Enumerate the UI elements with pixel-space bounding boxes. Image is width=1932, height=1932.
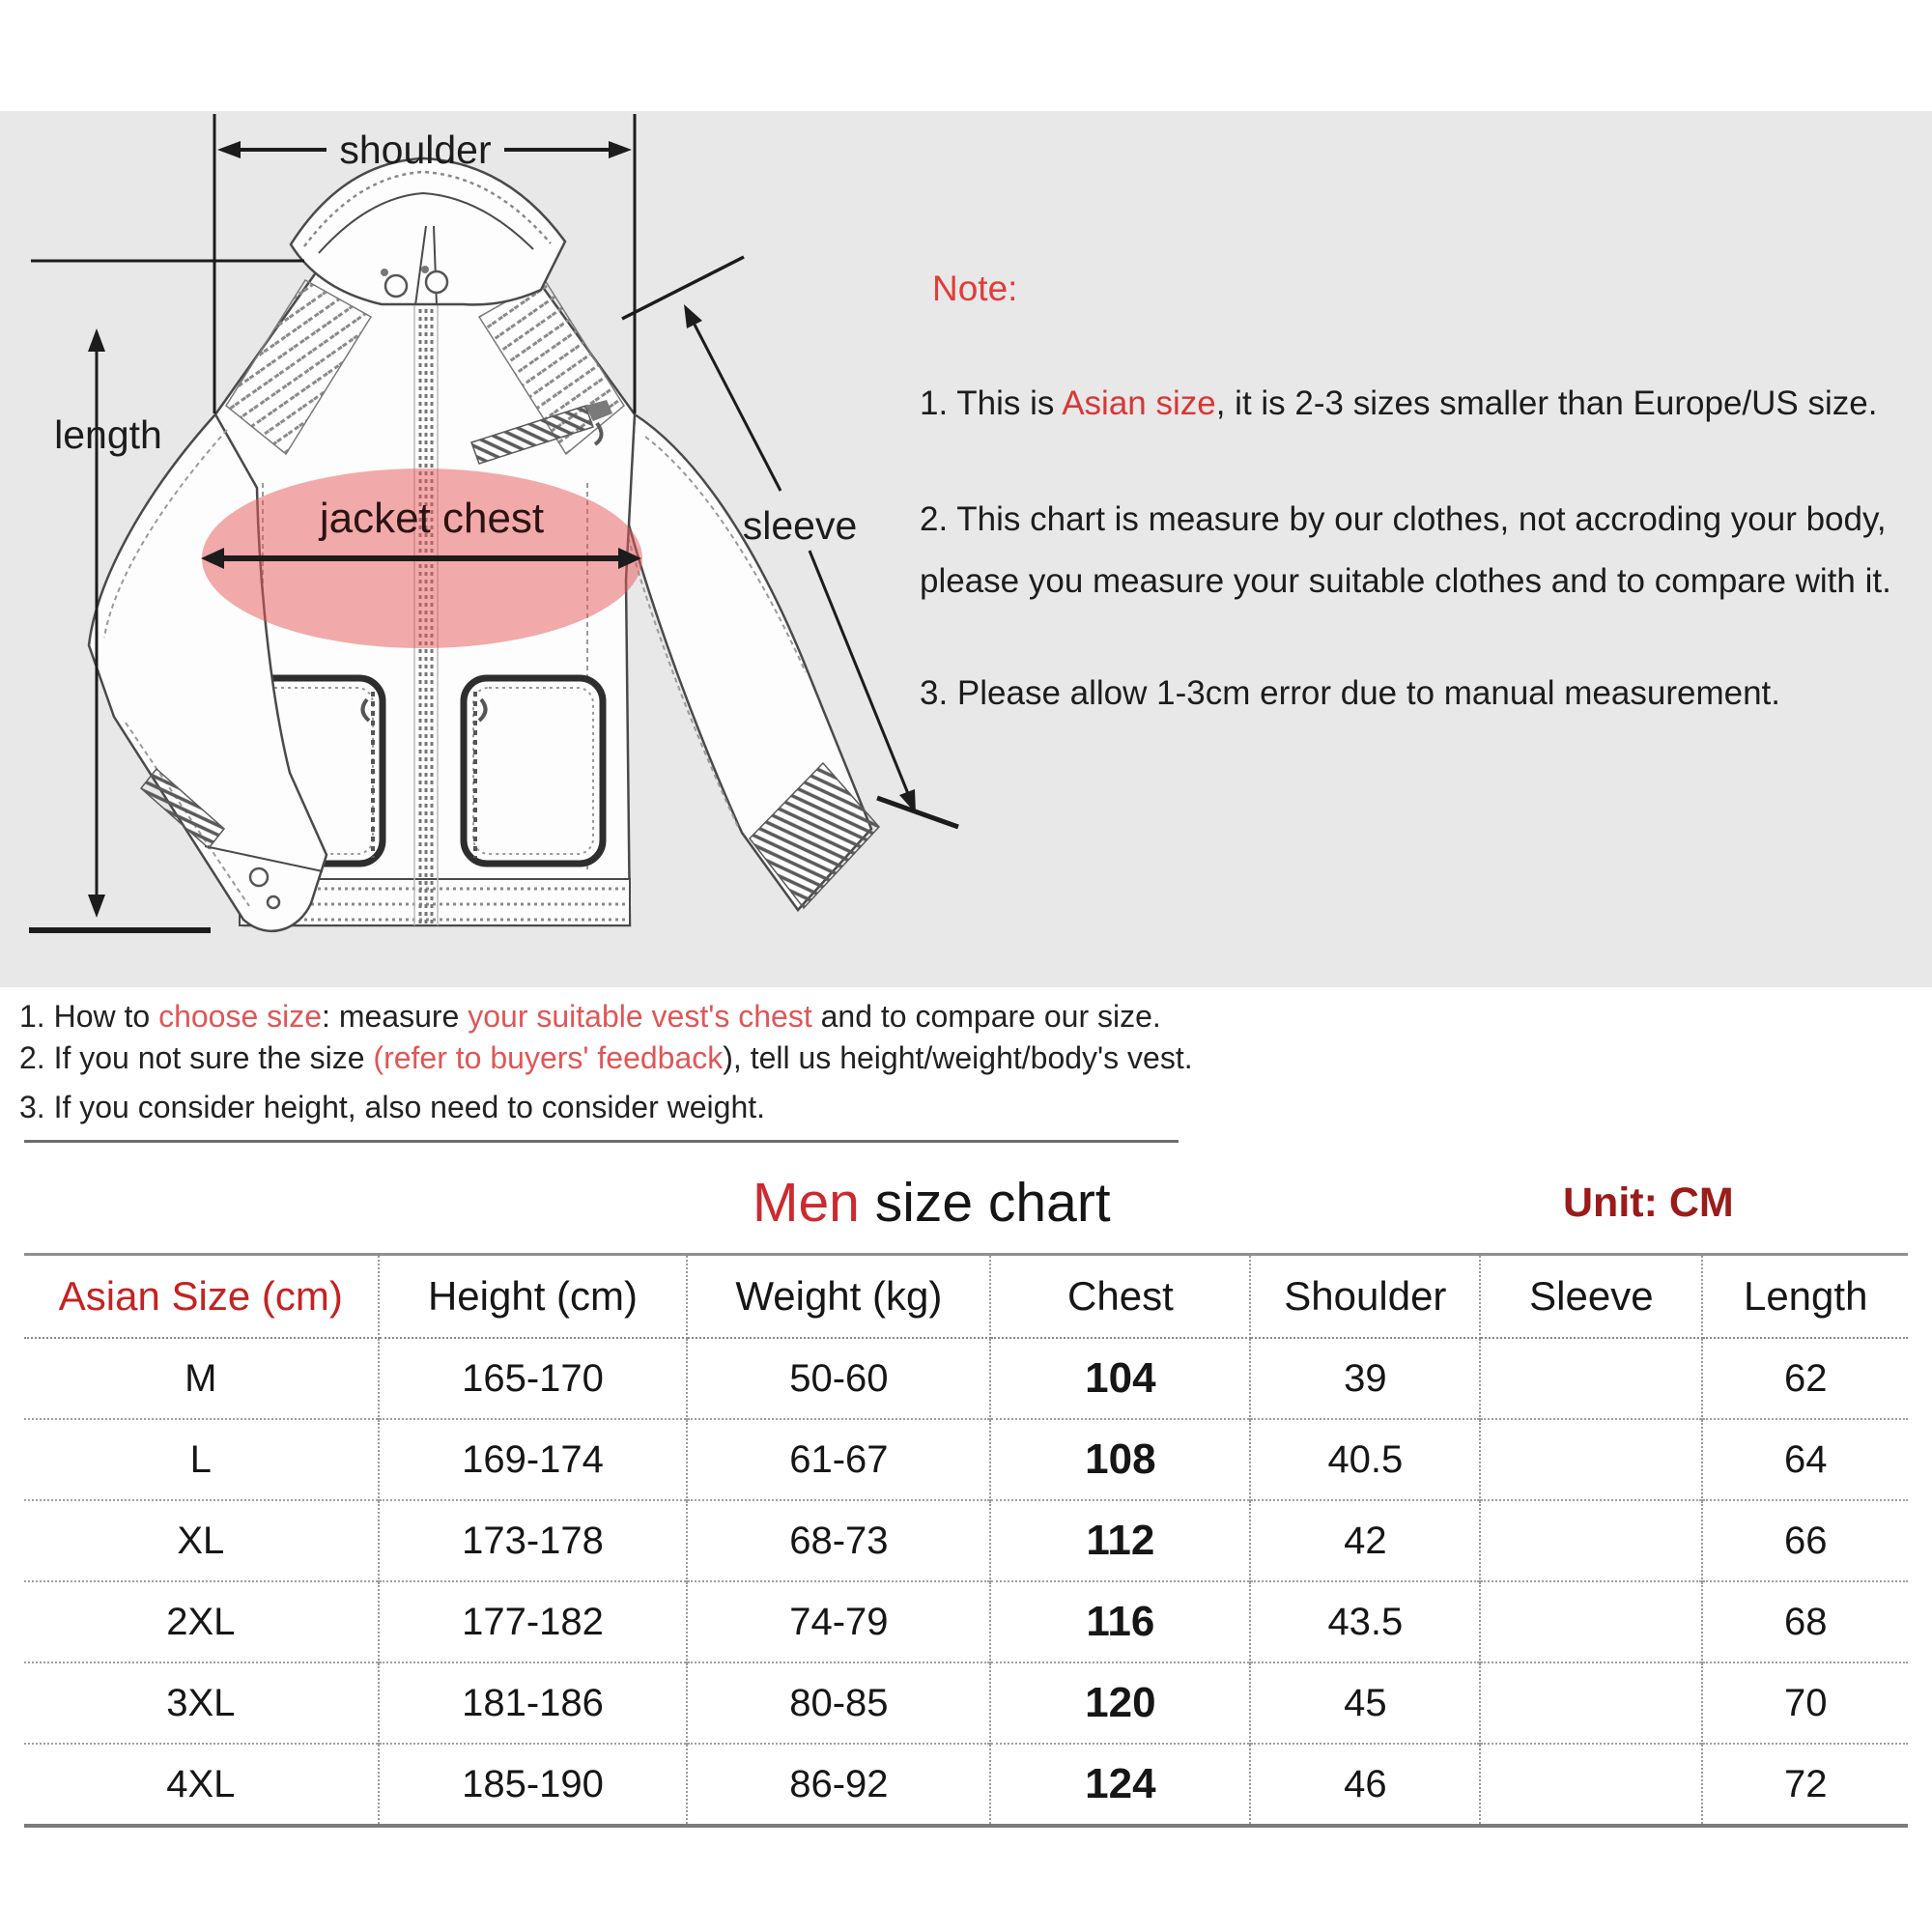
table-row: [24, 1338, 1908, 1419]
note-2-line-1: 2. This chart is measure by our clothes, not accroding your body,: [920, 500, 1887, 538]
cell-length: 64: [1702, 1419, 1908, 1500]
cell-shoulder: 46: [1250, 1744, 1480, 1826]
cell-size: 2XL: [24, 1581, 379, 1662]
column-header-sleeve: Sleeve: [1480, 1255, 1702, 1339]
sleeve-label: sleeve: [742, 503, 858, 548]
cell-chest: 108: [990, 1419, 1250, 1500]
cell-chest: 112: [990, 1500, 1250, 1581]
cell-sleeve: [1480, 1338, 1702, 1419]
cell-size: M: [24, 1338, 379, 1419]
column-header-size: Asian Size (cm): [24, 1255, 379, 1339]
length-label: length: [54, 412, 162, 457]
cell-size: 3XL: [24, 1662, 379, 1744]
cell-chest: 124: [990, 1744, 1250, 1826]
table-row: [24, 1500, 1908, 1581]
header-row: [24, 1255, 1908, 1339]
tip-1: 1. How to choose size: measure your suitable vest's chest and to compare our size.: [19, 999, 1161, 1034]
cell-weight: 68-73: [687, 1500, 990, 1581]
cell-length: 68: [1702, 1581, 1908, 1662]
column-header-height: Height (cm): [379, 1255, 688, 1339]
cell-length: 70: [1702, 1662, 1908, 1744]
tip-3: 3. If you consider height, also need to consider weight.: [19, 1090, 766, 1124]
column-header-shoulder: Shoulder: [1250, 1255, 1480, 1339]
cell-size: 4XL: [24, 1744, 379, 1826]
cell-sleeve: [1480, 1500, 1702, 1581]
table-row: [24, 1662, 1908, 1744]
table-body: [24, 1338, 1908, 1826]
section-divider: [24, 1140, 1179, 1143]
table-header: [24, 1255, 1908, 1339]
cell-weight: 50-60: [687, 1338, 990, 1419]
asian-size-highlight: Asian size: [1062, 384, 1216, 422]
cell-chest: 116: [990, 1581, 1250, 1662]
cell-size: L: [24, 1419, 379, 1500]
cell-sleeve: [1480, 1744, 1702, 1826]
cell-shoulder: 45: [1250, 1662, 1480, 1744]
cell-chest: 120: [990, 1662, 1250, 1744]
cell-height: 185-190: [379, 1744, 688, 1826]
note-3: 3. Please allow 1-3cm error due to manual measurement.: [920, 674, 1780, 712]
size-chart-title: Men size chart: [753, 1172, 1111, 1234]
cell-sleeve: [1480, 1419, 1702, 1500]
cell-sleeve: [1480, 1662, 1702, 1744]
cell-shoulder: 43.5: [1250, 1581, 1480, 1662]
table-row: [24, 1419, 1908, 1500]
jacket-chest-label: jacket chest: [319, 495, 545, 542]
cell-shoulder: 39: [1250, 1338, 1480, 1419]
cell-sleeve: [1480, 1581, 1702, 1662]
tip-2: 2. If you not sure the size (refer to buyers' feedback), tell us height/weight/body's vest.: [19, 1040, 1193, 1075]
cell-chest: 104: [990, 1338, 1250, 1419]
right-pocket: [464, 678, 603, 864]
cell-height: 177-182: [379, 1581, 688, 1662]
cell-weight: 86-92: [687, 1744, 990, 1826]
jacket-measurement-diagram: [0, 0, 976, 985]
cell-shoulder: 42: [1250, 1500, 1480, 1581]
collar: [291, 158, 565, 305]
cell-height: 173-178: [379, 1500, 688, 1581]
men-size-table: [24, 1253, 1908, 1828]
cell-length: 72: [1702, 1744, 1908, 1826]
cell-weight: 80-85: [687, 1662, 990, 1744]
title-accent: Men: [753, 1172, 860, 1234]
notes-heading: Note:: [932, 269, 1018, 308]
cell-shoulder: 40.5: [1250, 1419, 1480, 1500]
note-1: 1. This is Asian size, it is 2-3 sizes smaller than Europe/US size.: [920, 384, 1878, 422]
table-row: [24, 1744, 1908, 1826]
table-row: [24, 1581, 1908, 1662]
unit-label: Unit: CM: [1563, 1179, 1734, 1226]
column-header-length: Length: [1702, 1255, 1908, 1339]
column-header-weight: Weight (kg): [687, 1255, 990, 1339]
column-header-chest: Chest: [990, 1255, 1250, 1339]
cell-height: 169-174: [379, 1419, 688, 1500]
cell-height: 165-170: [379, 1338, 688, 1419]
cell-weight: 74-79: [687, 1581, 990, 1662]
cell-weight: 61-67: [687, 1419, 990, 1500]
note-2-line-2: please you measure your suitable clothes and to compare with it.: [920, 562, 1891, 600]
cell-size: XL: [24, 1500, 379, 1581]
shoulder-label: shoulder: [339, 128, 492, 172]
cell-height: 181-186: [379, 1662, 688, 1744]
cell-length: 62: [1783, 1356, 1828, 1400]
cell-length: 66: [1702, 1500, 1908, 1581]
